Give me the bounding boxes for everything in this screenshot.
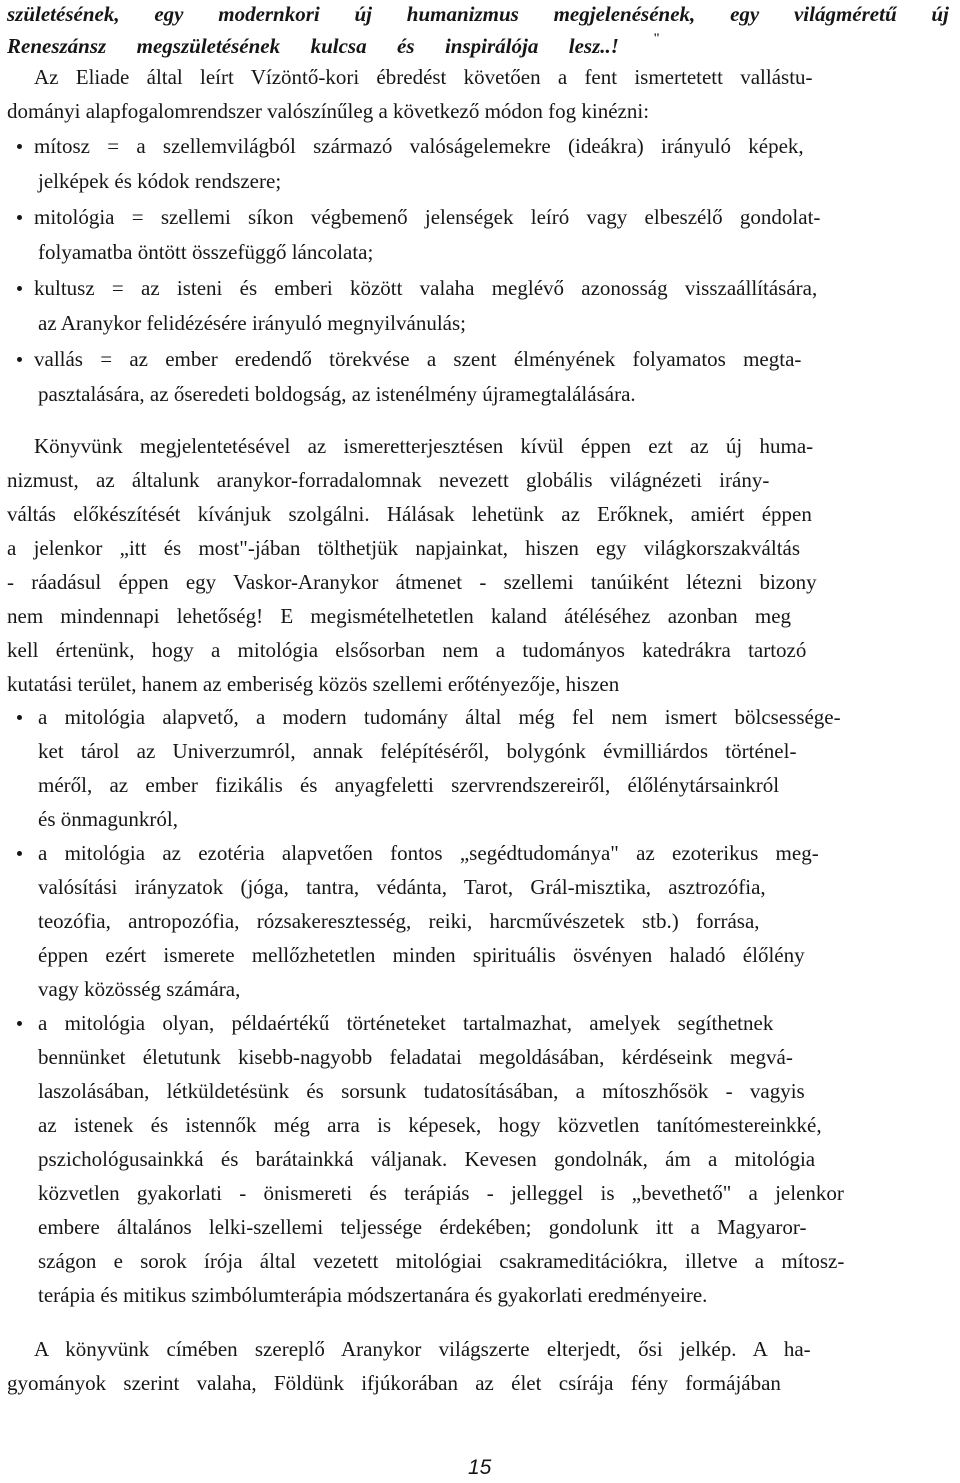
definition-line: mitológia = szellemi síkon végbemenő jelenségek leíró vagy elbeszélő gondolat- xyxy=(34,205,821,229)
reason-line: a mitológia olyan, példaértékű történeteket tartalmazhat, amelyek segíthetnek xyxy=(38,1011,774,1035)
eliade-line: Az Eliade által leírt Vízöntő-kori ébredést követően a fent ismertetett vallástu- xyxy=(34,65,813,89)
reason-line: teozófia, antropozófia, rózsakeresztesség, reiki, harcművészetek stb.) forrása, xyxy=(38,909,760,933)
reason-line: a mitológia az ezotéria alapvetően fontos „segédtudománya" az ezoterikus meg- xyxy=(38,841,819,865)
intro-word: és xyxy=(397,34,415,58)
definition-line: jelképek és kódok rendszere; xyxy=(38,169,282,193)
intro-word: kulcsa xyxy=(310,34,367,58)
definition-line: mítosz = a szellemvilágból származó valóságelemekre (ideákra) irányuló képek, xyxy=(34,134,804,158)
intro-word: világméretű xyxy=(793,2,897,26)
book-paragraph-line: váltás előkészítését kívánjuk szolgálni. Hálásak lehetünk az Erőknek, amiért éppen xyxy=(7,502,812,526)
definition-bullet xyxy=(17,357,22,362)
intro-word: megjelenésének, xyxy=(553,2,696,26)
definition-line: vallás = az ember eredendő törekvése a szent élményének folyamatos megta- xyxy=(34,347,802,371)
footnote-marker: " xyxy=(653,30,661,45)
intro-word: születésének, xyxy=(7,2,120,26)
intro-word: lesz..! xyxy=(568,34,619,58)
reason-line: terápia és mitikus szimbólumterápia módszertanára és gyakorlati eredményeire. xyxy=(38,1283,708,1307)
book-paragraph-line: nizmust, az általunk aranykor-forradalomnak nevezett globális világnézeti irány- xyxy=(7,468,770,492)
book-paragraph-line: kutatási terület, hanem az emberiség közös szellemi erőtényezője, hiszen xyxy=(7,672,620,696)
reason-line: éppen ezért ismerete mellőzhetetlen minden spirituális ösvényen haladó élőlény xyxy=(38,943,805,967)
definition-line: az Aranykor felidézésére irányuló megnyilvánulás; xyxy=(38,311,466,335)
reason-line: ket tárol az Univerzumról, annak felépítéséről, bolygónk évmilliárdos történel- xyxy=(38,739,797,763)
reason-line: szágon e sorok írója által vezetett mitológiai csakrameditációkra, illetve a mítosz- xyxy=(38,1249,845,1273)
intro-line-1 xyxy=(7,0,949,28)
closing-line: A könyvünk címében szereplő Aranykor világszerte elterjedt, ősi jelkép. A ha- xyxy=(34,1337,811,1361)
eliade-line: dományi alapfogalomrendszer valószínűleg a következő módon fog kinézni: xyxy=(7,99,650,123)
intro-word: Reneszánsz xyxy=(7,34,107,58)
intro-word: egy xyxy=(154,2,184,26)
book-paragraph-line: kell értenünk, hogy a mitológia elsősorban nem a tudományos katedrákra tartozó xyxy=(7,638,807,662)
reason-line: az istenek és istennők még arra is képesek, hogy közvetlen tanítómestereinkké, xyxy=(38,1113,822,1137)
intro-word: humanizmus xyxy=(406,2,519,26)
reason-bullet xyxy=(17,851,22,856)
reason-bullet xyxy=(17,715,22,720)
reason-line: laszolásában, létküldetésünk és sorsunk tudatosításában, a mítoszhősök - vagyis xyxy=(38,1079,805,1103)
intro-word: egy xyxy=(730,2,760,26)
intro-word: modernkori xyxy=(218,2,320,26)
reason-line: valósítási irányzatok (jóga, tantra, védánta, Tarot, Grál-misztika, asztrozófia, xyxy=(38,875,766,899)
reason-bullet xyxy=(17,1021,22,1026)
definition-line: folyamatba öntött összefüggő láncolata; xyxy=(38,240,374,264)
intro-word: inspirálója xyxy=(444,34,539,58)
book-paragraph-line: nem mindennapi lehetőség! E megismételhetetlen kaland átéléséhez azonban meg xyxy=(7,604,792,628)
definition-line: kultusz = az isteni és emberi között valaha meglévő azonosság visszaállítására, xyxy=(34,276,818,300)
book-paragraph-line: Könyvünk megjelentetésével az ismeretterjesztésen kívül éppen ezt az új huma- xyxy=(34,434,814,458)
reason-line: embere általános lelki-szellemi teljessége érdekében; gondolunk itt a Magyaror- xyxy=(38,1215,807,1239)
closing-line: gyományok szerint valaha, Földünk ifjúkorában az élet csírája fény formájában xyxy=(7,1371,781,1395)
book-paragraph-line: a jelenkor „itt és most"-jában tölthetjük napjainkat, hiszen egy világkorszakváltás xyxy=(7,536,801,560)
intro-word: új xyxy=(931,2,949,26)
definition-bullet xyxy=(17,215,22,220)
reason-line: és önmagunkról, xyxy=(38,807,178,831)
book-paragraph-line: - ráadásul éppen egy Vaskor-Aranykor átmenet - szellemi tanúiként létezni bizony xyxy=(7,570,817,594)
reason-line: bennünket életutunk kisebb-nagyobb feladatai megoldásában, kérdéseink megvá- xyxy=(38,1045,793,1069)
page-number: 15 xyxy=(468,1456,492,1479)
intro-line-2 xyxy=(7,32,707,60)
reason-line: a mitológia alapvető, a modern tudomány által még fel nem ismert bölcsessége- xyxy=(38,705,841,729)
reason-line: pszichológusainkká és barátainkká váljanak. Kevesen gondolnák, ám a mitológia xyxy=(38,1147,816,1171)
intro-word: megszületésének xyxy=(136,34,281,58)
definition-bullet xyxy=(17,144,22,149)
definition-line: pasztalására, az őseredeti boldogság, az istenélmény újramegtalálására. xyxy=(38,382,636,406)
reason-line: közvetlen gyakorlati - önismereti és terápiás - jelleggel is „bevethető" a jelenkor xyxy=(38,1181,844,1205)
intro-word: új xyxy=(354,2,373,26)
definition-bullet xyxy=(17,286,22,291)
reason-line: méről, az ember fizikális és anyagfeletti szervrendszereiről, élőlénytársainkról xyxy=(38,773,780,797)
reason-line: vagy közösség számára, xyxy=(38,977,241,1001)
